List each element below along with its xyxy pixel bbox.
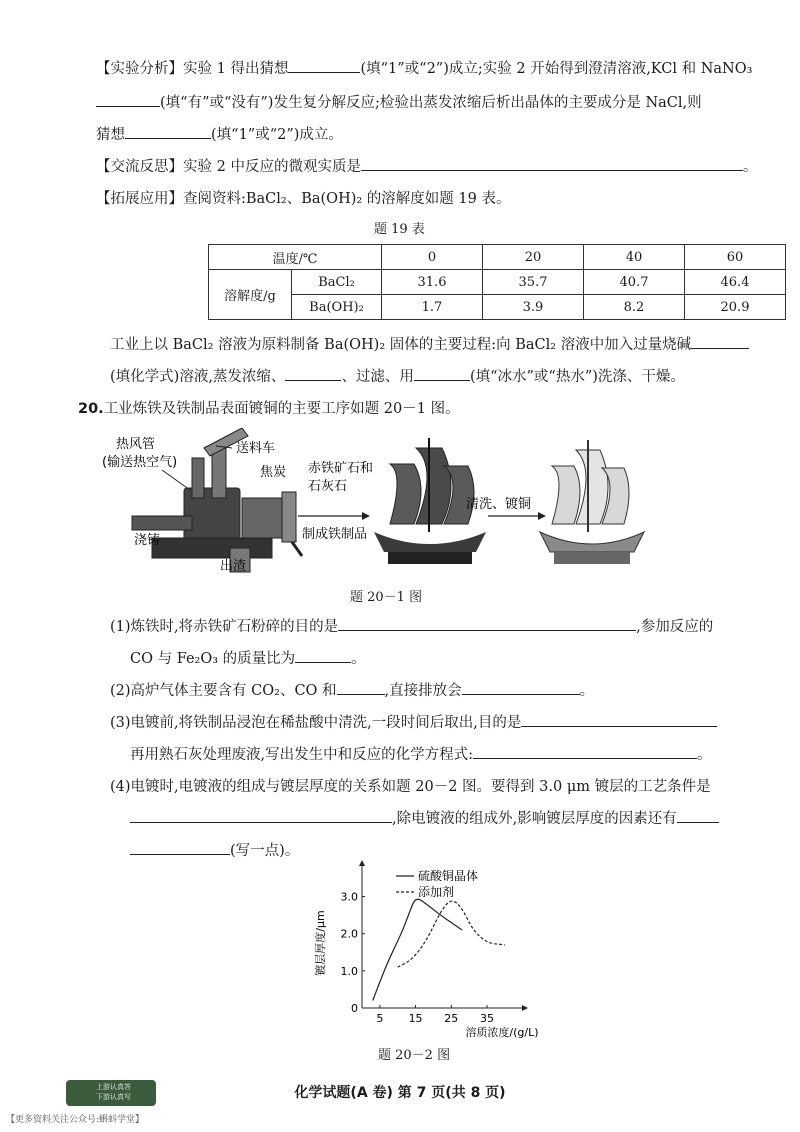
table-cell: 1.7 [382, 295, 483, 320]
legend-label: 添加剂 [418, 885, 455, 899]
watermark-text: 【更多资料关注公众号:蝌蚪学堂】 [6, 1115, 145, 1125]
figure-2-caption: 题 20－2 图 [378, 1048, 451, 1063]
text-line-1: 【实验分析】实验 1 得出猜想 (填“1”或“2”)成立;实验 2 开始得到澄清溶液,KCl 和 NaNO₃ [96, 58, 752, 80]
label-limestone: 石灰石 [308, 479, 348, 494]
table-cell: 35.7 [483, 270, 584, 295]
part-4-line-c: (写一点)。 [130, 840, 299, 862]
answer-blank[interactable] [691, 334, 749, 349]
page-footer: 化学试题(A 卷) 第 7 页(共 8 页) [294, 1085, 506, 1101]
y-tick-label: 0 [351, 1002, 358, 1015]
answer-blank[interactable] [473, 744, 697, 759]
figure-1-caption: 题 20－1 图 [350, 590, 423, 605]
series-line-1 [373, 899, 462, 1000]
publisher-logo [66, 1080, 156, 1106]
table-cell: 8.2 [584, 295, 685, 320]
temp-cell: 40 [584, 245, 685, 270]
x-tick-label: 15 [408, 1012, 423, 1025]
table-cell: 40.7 [584, 270, 685, 295]
compound-name: Ba(OH)₂ [292, 295, 382, 320]
legend-label: 硫酸铜晶体 [418, 869, 479, 883]
text-line-4: 【交流反思】实验 2 中反应的微观实质是 。 [96, 156, 757, 178]
chart-series [373, 899, 505, 1000]
answer-blank[interactable] [521, 712, 717, 727]
table-cell: 31.6 [382, 270, 483, 295]
label-ore: 赤铁矿石和 [308, 461, 374, 476]
part-4-line-a: (4)电镀时,电镀液的组成与镀层厚度的关系如题 20－2 图。要得到 3.0 μm 镀层的工艺条件是 [110, 779, 711, 795]
label-slag: 出渣 [220, 559, 247, 574]
figure-20-1 [92, 428, 712, 598]
temp-cell: 0 [382, 245, 483, 270]
x-tick-label: 25 [444, 1012, 459, 1025]
question-20-heading: 20.工业炼铁及铁制品表面镀铜的主要工序如题 20－1 图。 [78, 401, 460, 417]
text-line-3: 猜想 (填“1”或“2”)成立。 [96, 124, 343, 146]
answer-blank[interactable] [361, 156, 743, 171]
answer-blank[interactable] [96, 92, 160, 107]
text-line-5: 【拓展应用】查阅资料:BaCl₂、Ba(OH)₂ 的溶解度如题 19 表。 [96, 191, 511, 207]
chart-legend [396, 868, 478, 899]
x-tick-label: 35 [480, 1012, 494, 1025]
label-casting: 浇铸 [134, 533, 161, 548]
answer-blank[interactable] [288, 58, 360, 73]
temp-cell: 20 [483, 245, 584, 270]
part-2-line: (2)高炉气体主要含有 CO₂、CO 和 ,直接排放会 。 [110, 680, 594, 702]
label-coke: 焦炭 [260, 465, 287, 480]
text-line-2: (填“有”或“没有”)发生复分解反应;检验出蒸发浓缩后析出晶体的主要成分是 NaCl,则 [96, 92, 702, 114]
text-line-6: 工业上以 BaCl₂ 溶液为原料制备 Ba(OH)₂ 固体的主要过程:向 BaCl₂ 溶液中加入过量烧碱 [110, 334, 749, 356]
part-1-line-b: CO 与 Fe₂O₃ 的质量比为 。 [130, 648, 366, 670]
part-4-line-b: ,除电镀液的组成外,影响镀层厚度的因素还有 [130, 808, 719, 830]
logo-text: 上游认真答 下游认真写 [96, 1083, 131, 1101]
y-tick-label: 2.0 [340, 927, 358, 941]
y-tick-label: 3.0 [340, 890, 358, 904]
label-hot-air: 热风管 [116, 437, 156, 452]
y-axis-label: 镀层厚度/μm [314, 910, 327, 976]
label-make-iron: 制成铁制品 [302, 527, 368, 542]
part-3-line-a: (3)电镀前,将铁制品浸泡在稀盐酸中清洗,一段时间后取出,目的是 [110, 712, 717, 734]
answer-blank[interactable] [677, 808, 719, 823]
answer-blank[interactable] [130, 840, 230, 855]
table-caption: 题 19 表 [374, 222, 425, 237]
answer-blank[interactable] [285, 366, 341, 381]
table-cell: 3.9 [483, 295, 584, 320]
answer-blank[interactable] [338, 616, 636, 631]
answer-blank[interactable] [295, 648, 351, 663]
part-3-line-b: 再用熟石灰处理废液,写出发生中和反应的化学方程式: 。 [130, 744, 712, 766]
text-line-7: (填化学式)溶液,蒸发浓缩、 、过滤、用 (填“冰水”或“热水”)洗涤、干燥。 [110, 366, 685, 388]
temp-cell: 60 [685, 245, 786, 270]
x-axis-arrow [522, 1005, 528, 1011]
y-axis-arrow [359, 860, 365, 866]
answer-blank[interactable] [462, 680, 580, 695]
solubility-label: 溶解度/g [209, 270, 292, 320]
label-clean-plate: 清洗、镀铜 [466, 497, 532, 512]
y-tick-label: 1.0 [340, 964, 358, 978]
temp-header: 温度/℃ [209, 245, 382, 270]
blast-furnace-icon [132, 428, 302, 572]
x-tick-label: 5 [376, 1012, 384, 1025]
series-line-2 [398, 901, 505, 967]
part-1-line-a: (1)炼铁时,将赤铁矿石粉碎的目的是 ,参加反应的 [110, 616, 713, 638]
figure-20-2-chart [300, 860, 540, 1040]
compound-name: BaCl₂ [292, 270, 382, 295]
solubility-table [208, 244, 786, 320]
table-cell: 20.9 [685, 295, 786, 320]
table-cell: 46.4 [685, 270, 786, 295]
answer-blank[interactable] [125, 124, 211, 139]
answer-blank[interactable] [130, 808, 392, 823]
analysis-label: 【实验分析】实验 1 得出猜想 [96, 61, 289, 77]
label-feeder: 送料车 [236, 441, 276, 456]
answer-blank[interactable] [337, 680, 385, 695]
answer-blank[interactable] [414, 366, 470, 381]
copper-ship-icon [540, 440, 644, 564]
x-axis-label: 溶质浓度/(g/L) [465, 1026, 539, 1039]
label-hot-air-note: (输送热空气) [102, 455, 178, 470]
